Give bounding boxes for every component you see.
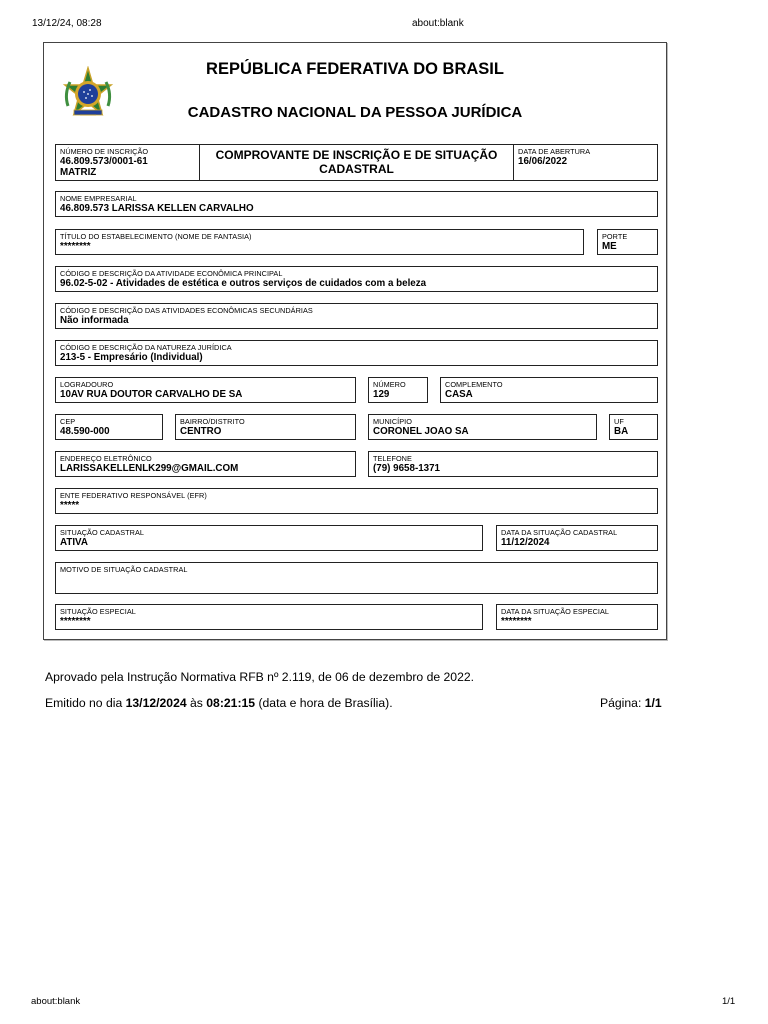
field-data-situacao-cadastral bbox=[496, 525, 658, 551]
emission-time: 08:21:15 bbox=[206, 696, 256, 710]
field-value: 10AV RUA DOUTOR CARVALHO DE SA bbox=[60, 389, 243, 400]
field-label: SITUAÇÃO CADASTRAL bbox=[60, 528, 145, 537]
emission-note bbox=[45, 696, 393, 710]
field-label: CÓDIGO E DESCRIÇÃO DAS ATIVIDADES ECONÔMICAS SECUNDÁRIAS bbox=[60, 306, 313, 315]
field-value: (79) 9658-1371 bbox=[373, 463, 440, 474]
field-value: Não informada bbox=[60, 315, 129, 326]
document-title: REPÚBLICA FEDERATIVA DO BRASIL bbox=[206, 60, 504, 78]
field-numero-inscricao bbox=[55, 144, 200, 181]
field-label: DATA DA SITUAÇÃO CADASTRAL bbox=[501, 528, 618, 537]
print-datetime: 13/12/24, 08:28 bbox=[32, 18, 102, 29]
field-value: ******** bbox=[60, 616, 91, 627]
field-label: SITUAÇÃO ESPECIAL bbox=[60, 607, 136, 616]
field-label: NÚMERO bbox=[373, 380, 406, 389]
field-label: NOME EMPRESARIAL bbox=[60, 194, 137, 203]
emission-suffix: (data e hora de Brasília). bbox=[255, 696, 393, 710]
field-value: ******** bbox=[501, 616, 532, 627]
field-value: ME bbox=[602, 241, 617, 252]
field-label: CÓDIGO E DESCRIÇÃO DA ATIVIDADE ECONÔMICA PRINCIPAL bbox=[60, 269, 283, 278]
field-nome-empresarial bbox=[55, 191, 658, 217]
emission-prefix: Emitido no dia bbox=[45, 696, 126, 710]
field-value: 11/12/2024 bbox=[501, 537, 550, 548]
field-label: COMPLEMENTO bbox=[445, 380, 503, 389]
field-value: ATIVA bbox=[60, 537, 88, 548]
comprovante-title-box bbox=[199, 144, 514, 181]
field-label: TÍTULO DO ESTABELECIMENTO (NOME DE FANTASIA) bbox=[60, 232, 252, 241]
field-value: CENTRO bbox=[180, 426, 222, 437]
field-telefone bbox=[368, 451, 658, 477]
field-label: DATA DA SITUAÇÃO ESPECIAL bbox=[501, 607, 610, 616]
emission-mid: às bbox=[186, 696, 207, 710]
field-logradouro bbox=[55, 377, 356, 403]
field-value-secondary: MATRIZ bbox=[60, 167, 97, 178]
field-data-situacao-especial bbox=[496, 604, 658, 630]
comprovante-title: COMPROVANTE DE INSCRIÇÃO E DE SITUAÇÃO CADASTRAL bbox=[215, 148, 498, 176]
field-label: NÚMERO DE INSCRIÇÃO bbox=[60, 147, 149, 156]
field-value: BA bbox=[614, 426, 629, 437]
field-numero bbox=[368, 377, 428, 403]
field-label: ENTE FEDERATIVO RESPONSÁVEL (EFR) bbox=[60, 491, 207, 500]
field-titulo-estabelecimento bbox=[55, 229, 584, 255]
field-label: ENDEREÇO ELETRÔNICO bbox=[60, 454, 152, 463]
field-label: LOGRADOURO bbox=[60, 380, 114, 389]
field-label: CÓDIGO E DESCRIÇÃO DA NATUREZA JURÍDICA bbox=[60, 343, 232, 352]
document-subtitle: CADASTRO NACIONAL DA PESSOA JURÍDICA bbox=[187, 104, 523, 121]
field-natureza-juridica bbox=[55, 340, 658, 366]
field-atividade-principal bbox=[55, 266, 658, 292]
field-bairro bbox=[175, 414, 356, 440]
field-value: 46.809.573/0001-61 bbox=[60, 156, 148, 167]
field-value: ******** bbox=[60, 241, 91, 252]
field-value: 96.02-5-02 - Atividades de estética e outros serviços de cuidados com a beleza bbox=[60, 278, 427, 289]
approval-note: Aprovado pela Instrução Normativa RFB nº 2.119, de 06 de dezembro de 2022. bbox=[45, 670, 475, 684]
field-situacao-especial bbox=[55, 604, 483, 630]
page-label: Página: bbox=[600, 696, 645, 710]
field-label: TELEFONE bbox=[373, 454, 412, 463]
field-label: MUNICÍPIO bbox=[373, 417, 412, 426]
field-porte bbox=[597, 229, 658, 255]
field-email bbox=[55, 451, 356, 477]
print-footer-url: about:blank bbox=[31, 996, 81, 1007]
field-label: CEP bbox=[60, 417, 76, 426]
field-label: BAIRRO/DISTRITO bbox=[180, 417, 245, 426]
field-efr bbox=[55, 488, 658, 514]
field-complemento bbox=[440, 377, 658, 403]
field-label: DATA DE ABERTURA bbox=[518, 147, 591, 156]
emission-date: 13/12/2024 bbox=[125, 696, 187, 710]
field-value: 16/06/2022 bbox=[518, 156, 568, 167]
field-municipio bbox=[368, 414, 597, 440]
field-value: 48.590-000 bbox=[60, 426, 110, 437]
field-data-abertura bbox=[513, 144, 658, 181]
field-value: 129 bbox=[373, 389, 390, 400]
page-value: 1/1 bbox=[644, 696, 662, 710]
page-indicator bbox=[600, 696, 662, 710]
field-cep bbox=[55, 414, 163, 440]
field-label: MOTIVO DE SITUAÇÃO CADASTRAL bbox=[60, 565, 188, 574]
field-label: PORTE bbox=[602, 232, 628, 241]
field-label: UF bbox=[614, 417, 624, 426]
field-value: CASA bbox=[445, 389, 473, 400]
field-value: CORONEL JOAO SA bbox=[373, 426, 469, 437]
field-motivo-situacao bbox=[55, 562, 658, 594]
field-uf bbox=[609, 414, 658, 440]
field-value: 213-5 - Empresário (Individual) bbox=[60, 352, 203, 363]
field-value: LARISSAKELLENLK299@GMAIL.COM bbox=[60, 463, 239, 474]
print-footer-page: 1/1 bbox=[722, 996, 736, 1007]
field-situacao-cadastral bbox=[55, 525, 483, 551]
field-value: 46.809.573 LARISSA KELLEN CARVALHO bbox=[60, 203, 254, 214]
field-atividades-secundarias bbox=[55, 303, 658, 329]
field-value: ***** bbox=[60, 500, 80, 511]
print-page-title: about:blank bbox=[412, 18, 464, 29]
